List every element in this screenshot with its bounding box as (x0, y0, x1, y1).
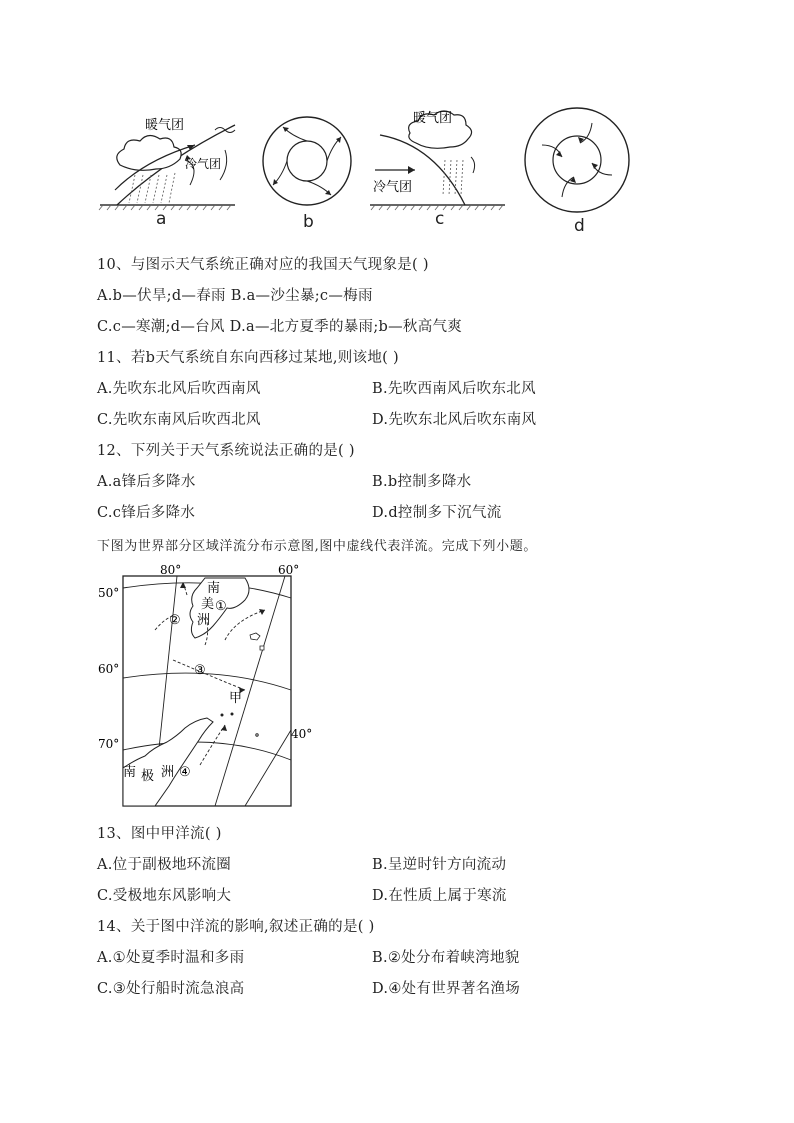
figure-d-cyclone (522, 105, 632, 215)
jia-label: 甲 (229, 691, 243, 706)
marker-2: ② (169, 613, 181, 628)
sa-char-2: 美 (201, 597, 215, 612)
sa-char-1: 南 (207, 581, 221, 596)
question-11-option-a[interactable]: A.先吹东北风后吹西南风 (97, 381, 261, 397)
lat-label-60: 60° (98, 662, 120, 676)
figure-a-warm-front (95, 105, 245, 240)
marker-4: ④ (179, 765, 191, 780)
lon-label-40: 40° (291, 727, 313, 741)
question-13-option-b[interactable]: B.呈逆时针方向流动 (372, 857, 507, 873)
question-12-option-c[interactable]: C.c锋后多降水 (97, 505, 196, 521)
question-14-stem: 14、关于图中洋流的影响,叙述正确的是( ) (97, 919, 375, 935)
question-11-option-d[interactable]: D.先吹东北风后吹东南风 (372, 412, 537, 428)
figure-b-label: b (303, 212, 314, 232)
fig-c-warm-label: 暖气团 (413, 111, 453, 126)
ocean-current-map (95, 560, 313, 810)
fig-a-warm-label: 暖气团 (145, 118, 185, 133)
question-12-option-b[interactable]: B.b控制多降水 (372, 474, 472, 490)
an-char-1: 南 (123, 765, 137, 780)
question-13-stem: 13、图中甲洋流( ) (97, 826, 222, 842)
sa-char-3: 洲 (197, 613, 211, 628)
question-12-option-d[interactable]: D.d控制多下沉气流 (372, 505, 502, 521)
question-14-option-d[interactable]: D.④处有世界著名渔场 (372, 981, 521, 997)
question-12-stem: 12、下列关于天气系统说法正确的是( ) (97, 443, 355, 459)
question-11-stem: 11、若b天气系统自东向西移过某地,则该地( ) (97, 350, 399, 366)
an-char-2: 极 (141, 769, 155, 784)
question-13-option-d[interactable]: D.在性质上属于寒流 (372, 888, 507, 904)
fig-a-cold-label: 冷气团 (185, 157, 222, 171)
question-10-options-line-2[interactable]: C.c—寒潮;d—台风 D.a—北方夏季的暴雨;b—秋高气爽 (97, 319, 463, 335)
figure-a-label: a (156, 209, 167, 229)
question-13-option-c[interactable]: C.受极地东风影响大 (97, 888, 232, 904)
question-11-option-c[interactable]: C.先吹东南风后吹西北风 (97, 412, 261, 428)
an-char-3: 洲 (161, 765, 175, 780)
question-14-option-b[interactable]: B.②处分布着峡湾地貌 (372, 950, 520, 966)
figure-d-label: d (574, 216, 585, 236)
weather-systems-figure (95, 105, 640, 240)
figure-c-label: c (435, 209, 445, 229)
marker-1: ① (215, 599, 227, 614)
lon-label-80: 80° (160, 563, 182, 577)
fig-c-cold-label: 冷气团 (373, 180, 413, 195)
question-14-option-a[interactable]: A.①处夏季时温和多雨 (97, 950, 245, 966)
question-10-stem: 10、与图示天气系统正确对应的我国天气现象是( ) (97, 257, 429, 273)
question-10-options-line-1[interactable]: A.b—伏旱;d—春雨 B.a—沙尘暴;c—梅雨 (97, 288, 373, 304)
lat-label-50: 50° (98, 586, 120, 600)
marker-3: ③ (194, 663, 206, 678)
lat-label-70: 70° (98, 737, 120, 751)
map-intro-text: 下图为世界部分区域洋流分布示意图,图中虚线代表洋流。完成下列小题。 (97, 539, 537, 554)
question-13-option-a[interactable]: A.位于副极地环流圈 (97, 857, 232, 873)
question-12-option-a[interactable]: A.a锋后多降水 (97, 474, 196, 490)
question-14-option-c[interactable]: C.③处行船时流急浪高 (97, 981, 245, 997)
lon-label-60: 60° (278, 563, 300, 577)
figure-b-anticyclone (261, 115, 353, 207)
question-11-option-b[interactable]: B.先吹西南风后吹东北风 (372, 381, 536, 397)
